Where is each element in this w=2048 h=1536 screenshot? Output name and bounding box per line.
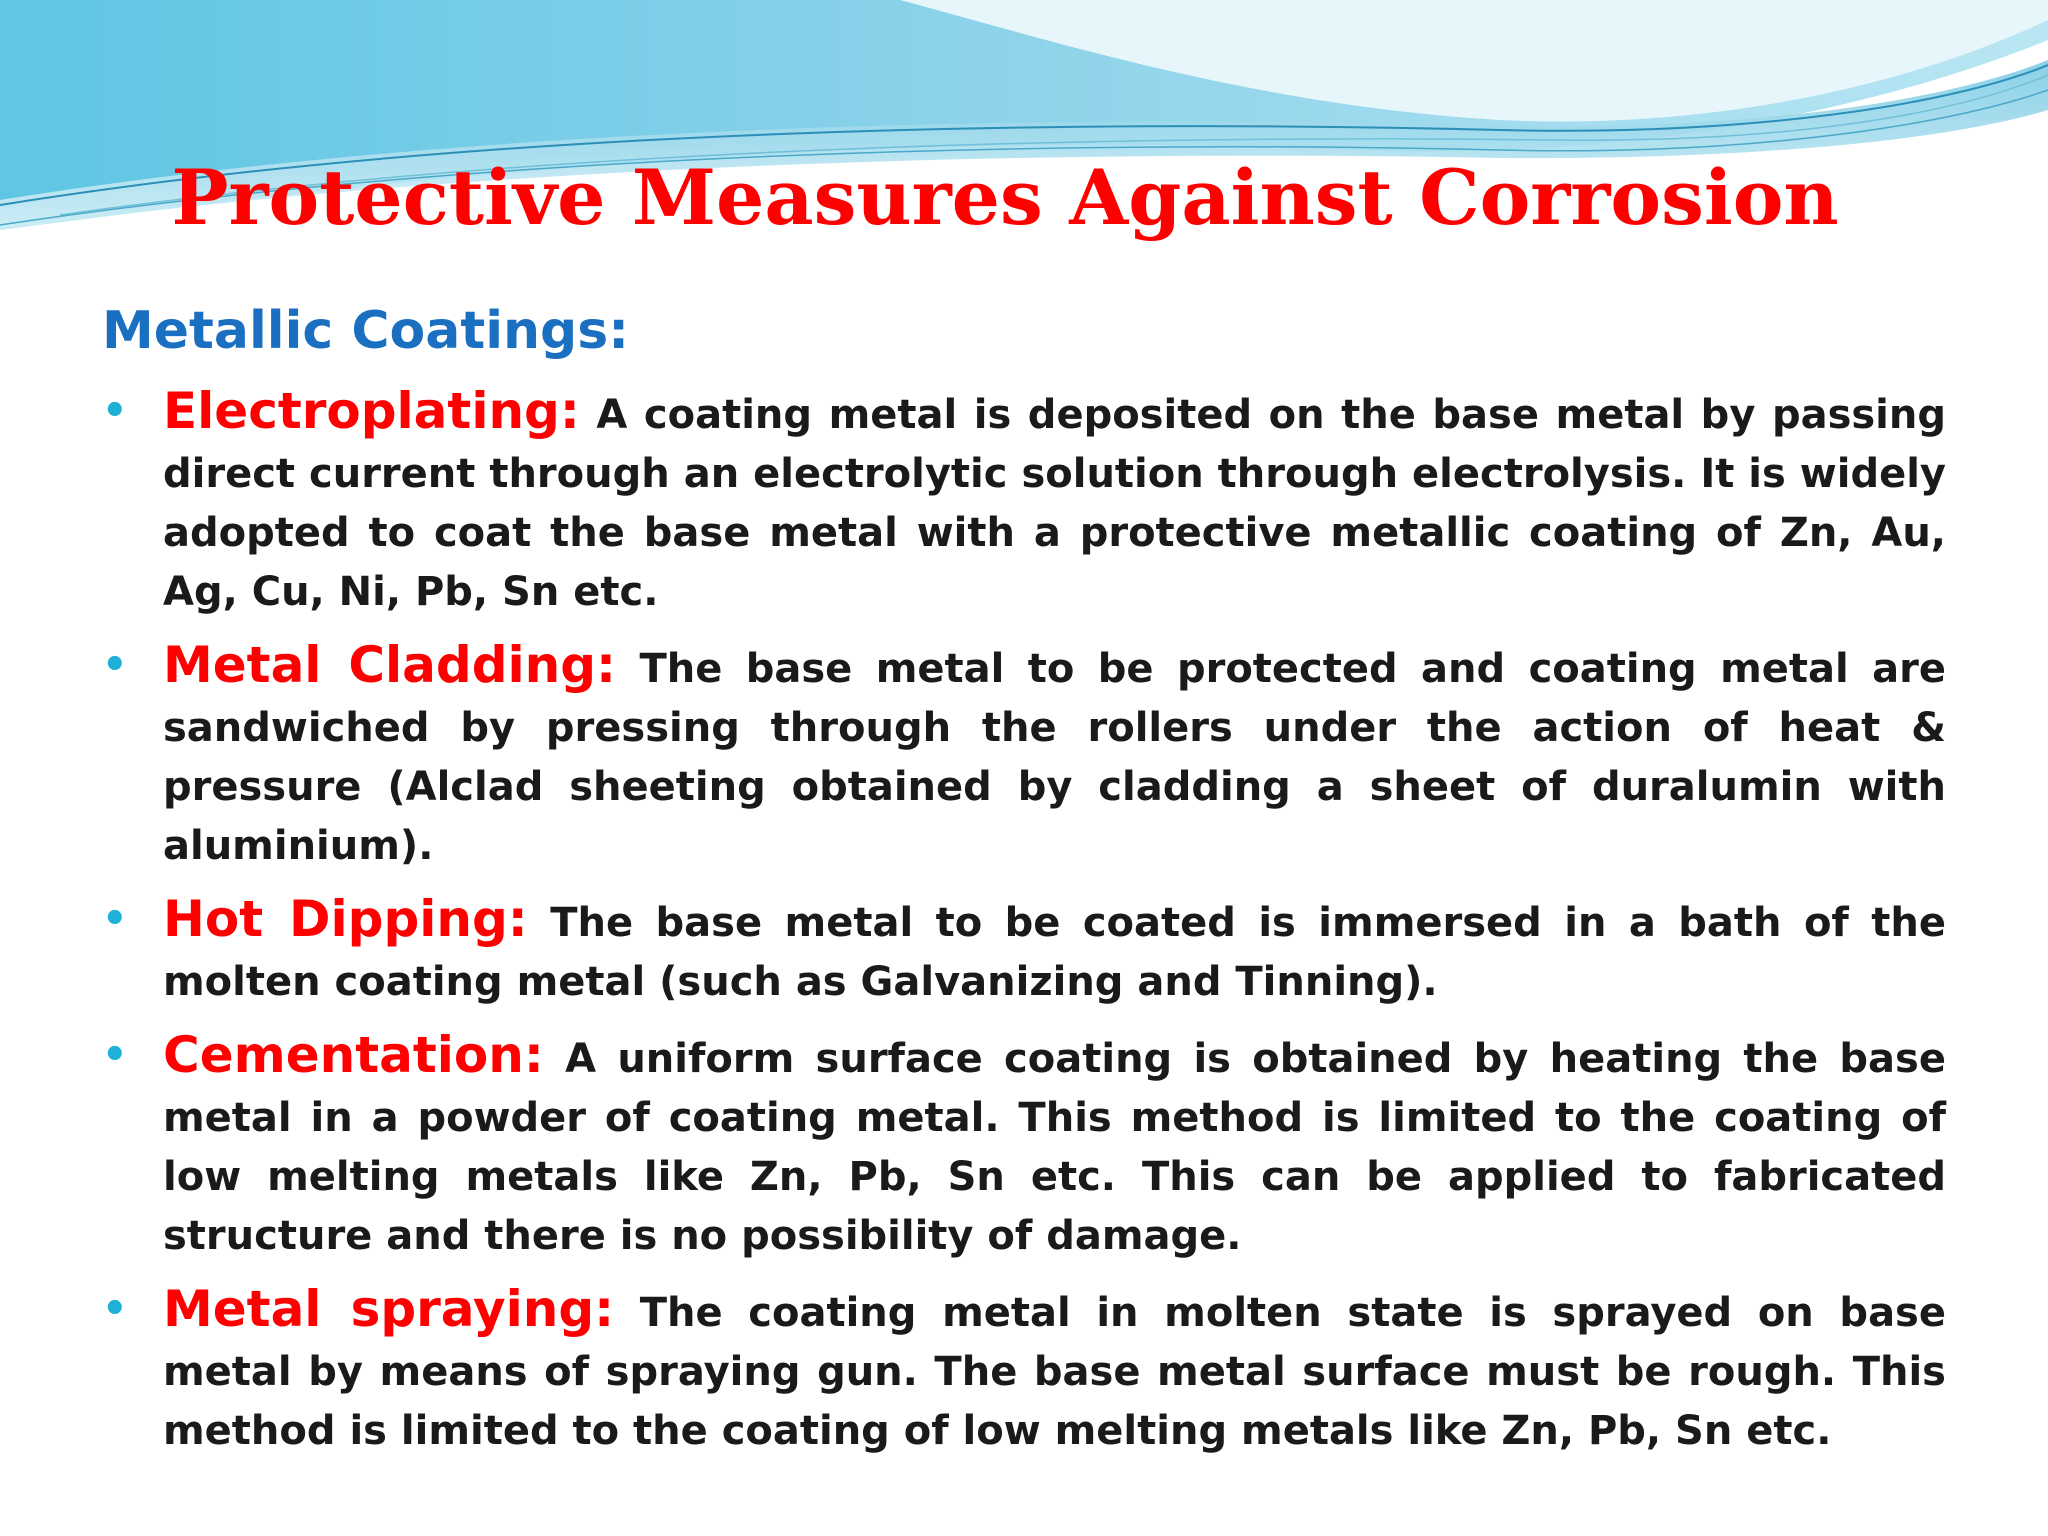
- bullet-dot-icon: •: [102, 896, 128, 942]
- bullet-term: Hot Dipping:: [163, 890, 528, 948]
- bullet-dot-icon: •: [102, 1286, 128, 1332]
- bullet-term: Metal Cladding:: [163, 636, 617, 694]
- bullet-item-metal-cladding: [102, 636, 1946, 876]
- section-heading: Metallic Coatings:: [102, 301, 630, 361]
- bullet-item-hot-dipping: [102, 890, 1946, 1012]
- bullet-text: The base metal to be coated is immersed in a bath of the molten coating metal (such as Galvanizing and Tinning).: [163, 900, 1947, 1005]
- bullet-text: The base metal to be protected and coating metal are sandwiched by pressing through the rollers under the action of heat & pressure (Alclad sheeting obtained by cladding a sheet of duralumin with aluminium).: [163, 646, 1947, 869]
- bullet-text: The coating metal in molten state is sprayed on base metal by means of spraying gun. The base metal surface must be rough. This method is limited to the coating of low melting metals like Zn, Pb, Sn etc.: [163, 1290, 1946, 1454]
- bullet-text: A coating metal is deposited on the base metal by passing direct current through an electrolytic solution through electrolysis. It is widely adopted to coat the base metal with a protective metallic coating of Zn, Au, Ag, Cu, Ni, Pb, Sn etc.: [163, 392, 1946, 615]
- bullet-term: Electroplating:: [163, 382, 580, 440]
- bullet-item-cementation: [102, 1026, 1946, 1266]
- bullet-list: [102, 382, 1946, 1475]
- bullet-dot-icon: •: [102, 388, 128, 434]
- slide-title: Protective Measures Against Corrosion: [171, 153, 1839, 242]
- bullet-term: Metal spraying:: [163, 1280, 615, 1338]
- bullet-item-metal-spraying: [102, 1280, 1946, 1461]
- bullet-item-electroplating: [102, 382, 1946, 622]
- bullet-dot-icon: •: [102, 642, 128, 688]
- bullet-text: A uniform surface coating is obtained by heating the base metal in a powder of coating metal. This method is limited to the coating of low melting metals like Zn, Pb, Sn etc. This can be applied to fabricated structure and there is no possibility of damage.: [163, 1036, 1946, 1259]
- bullet-dot-icon: •: [102, 1032, 128, 1078]
- bullet-term: Cementation:: [163, 1026, 544, 1084]
